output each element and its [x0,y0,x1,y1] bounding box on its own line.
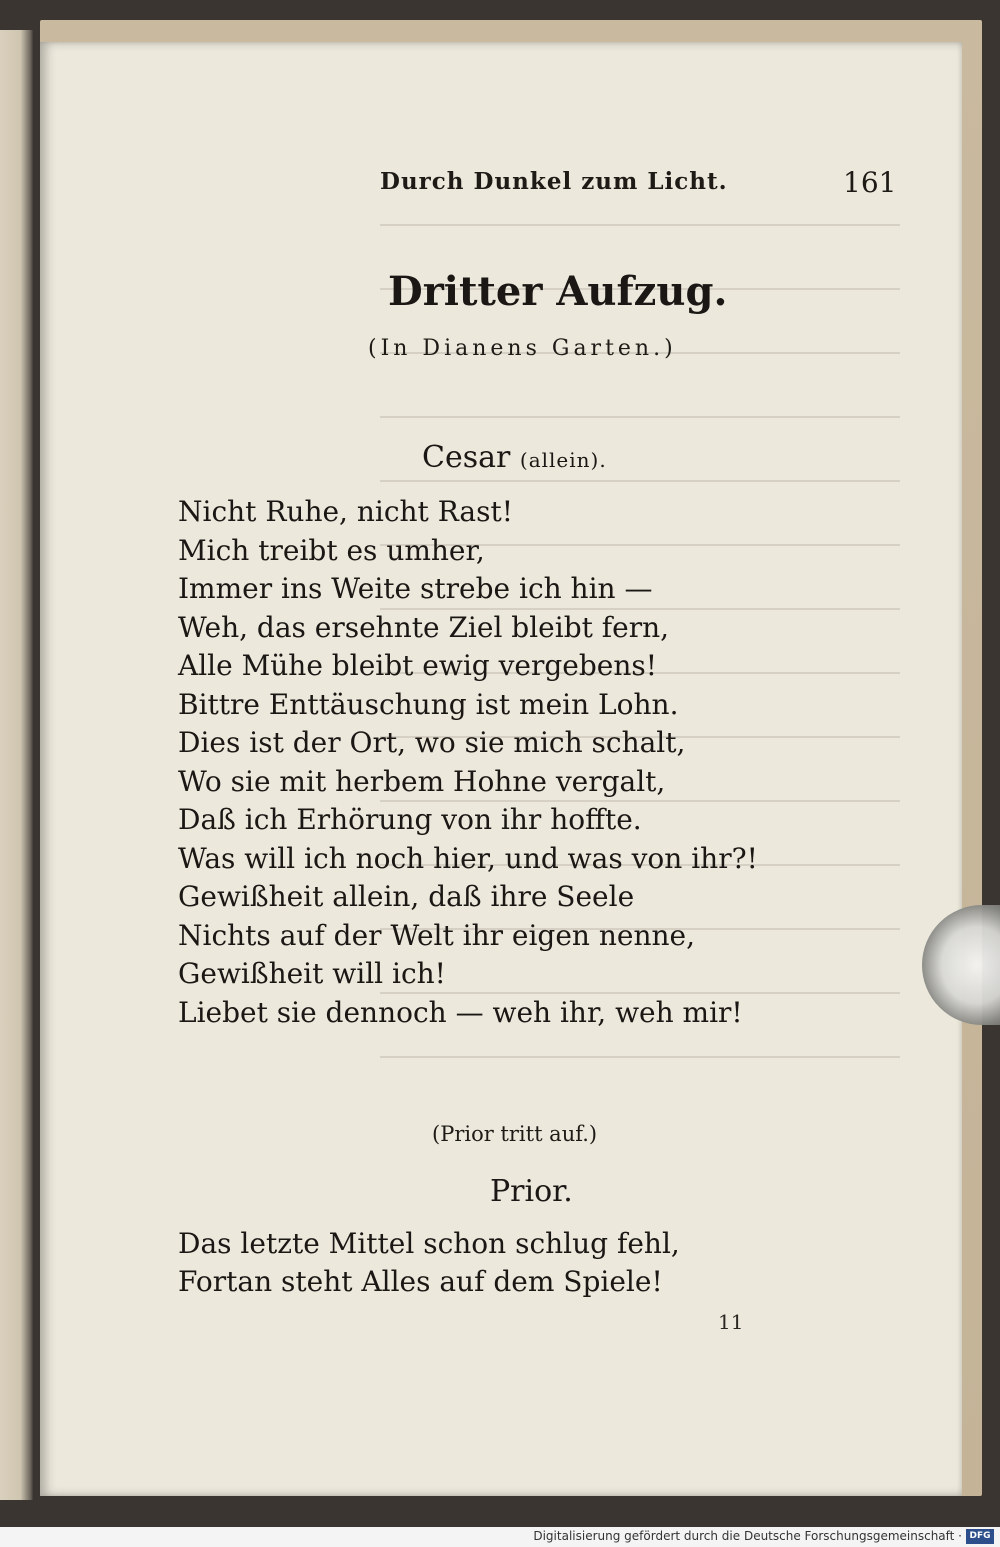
verse-line: Alle Mühe bleibt ewig vergebens! [178,649,658,682]
dfg-logo-icon: DFG [966,1529,994,1544]
signature-mark: 11 [718,1310,744,1334]
verse-line: Wo sie mit herbem Hohne vergalt, [178,764,666,798]
verse-line: Das letzte Mittel schon schlug fehl, [178,1227,680,1260]
verse-line: Bittre Enttäuschung ist mein Lohn. [178,687,679,721]
verse-line: Mich treibt es umher, [178,533,485,567]
scene-setting: (In Dianens Garten.) [368,336,677,361]
verse-block-cesar [178,493,758,1032]
stage-direction: (Prior tritt auf.) [432,1122,598,1146]
speaker-cesar [422,440,607,475]
running-head: Durch Dunkel zum Licht. [380,168,728,195]
act-title: Dritter Aufzug. [388,268,728,315]
verse-line: Gewißheit allein, daß ihre Seele [178,880,635,913]
verse-line: Weh, das ersehnte Ziel bleibt fern, [178,610,670,644]
verse-block-prior [178,1225,680,1301]
verse-line: Gewißheit will ich! [178,957,446,990]
verse-line: Nicht Ruhe, nicht Rast! [178,495,513,528]
digitization-footer [0,1527,1000,1547]
page-number: 161 [843,166,897,199]
footer-credit: Digitalisierung gefördert durch die Deutsche Forschungsgemeinschaft · [533,1529,962,1543]
speaker-note: (allein). [519,448,607,472]
speaker-name: Cesar [422,440,511,475]
verse-line: Was will ich noch hier, und was von ihr?! [178,841,758,875]
verse-line: Immer ins Weite strebe ich hin — [178,572,653,605]
previous-page-edge [0,30,34,1500]
verse-line: Nichts auf der Welt ihr eigen nenne, [178,918,696,952]
verse-line: Liebet sie dennoch — weh ihr, weh mir! [178,995,743,1029]
verse-line: Dies ist der Ort, wo sie mich schalt, [178,726,686,759]
verse-line: Daß ich Erhörung von ihr hoffte. [178,803,642,836]
verse-line: Fortan steht Alles auf dem Spiele! [178,1265,663,1298]
speaker-prior: Prior. [490,1174,573,1209]
